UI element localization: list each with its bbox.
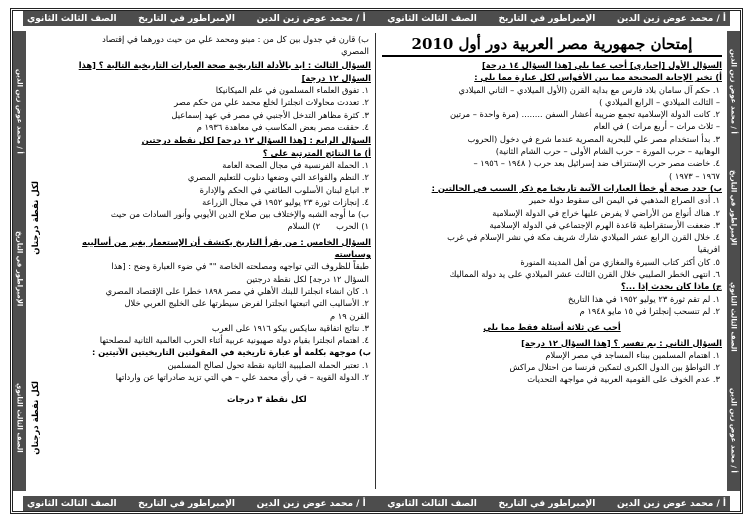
list-item: ٣. عدم الخوف على القومية العربية في مواجهة التحديات [527,374,720,385]
list-item: ٤. اهتمام انجلترا بقيام دولة صهيونية عربية أثناء الحرب العالمية الثانية لمصلحتها [99,335,369,346]
list-item: ٣. ضعفت الأرستقراطية قاعدة الهرم الإجتماعي في الدولة الإسلامية [489,219,720,230]
q2-header: السؤال الثاني : بم تفسر ؟ [هذا السؤال ١٢ درجة] [521,337,722,348]
list-item: ٢. النظم والقواعد التي وضعها دنلوب للتعليم المصري [187,172,369,183]
banner-segment: الصف الثالث الثانوي [387,13,477,24]
list-item-part: ١) الحرب [336,221,369,232]
side-segment: الإمبراطور في التاريخ [15,230,24,307]
q2-points-label: لكل نقطة ٣ درجات [227,395,307,405]
q1-b-heading: ب) حدد صحة أو خطأ العبارات الآتية تاريخيا مع ذكر السبب في الحالتين : [431,182,722,193]
q3-header-cont: السؤال ١٢ درجة] [301,72,371,83]
list-item: ٤. حققت مصر بعض المكاسب في معاهدة ١٩٣٦ م [196,122,369,133]
q5-header: السؤال الخامس : من يقرأ التاريخ يكتشف أن الإستعمار يغير من أساليبه وسياسته [82,236,371,260]
list-item: ٤. خاضت مصر حرب الإستنزاف ضد إسرائيل بعد حرب ( ١٩٤٨ – ١٩٥٦ – [473,158,720,169]
list-item: – الثالث الميلادي – الرابع الميلادي ) [599,96,720,107]
exam-title: إمتحان جمهورية مصر العربية دور أول 2010 [382,33,722,57]
list-item: ١. تعتبر الحملة الصليبية الثانية نقطة تحول لصالح المسلمين [167,359,369,370]
q3-header: السؤال الثالث : ايد بالأدلة التاريخية صحة العبارات التاريخية التالية ؟ [هذا [78,59,371,70]
list-item: ٢. الأساليب التي اتبعتها انجلترا لفرض سيطرتها على الخليج العربي خلال [124,298,369,309]
compare-question: ب) قارن في جدول بين كل من : مينو ومحمد علي من حيث دورهما في إقتصاد [102,34,369,44]
list-item: القرن ١٩ م [329,310,369,321]
answer-three-note: أجب عن ثلاثة أسئلة فقط مما يلي [483,322,621,333]
exam-sheet [10,8,743,514]
top-banner [23,11,730,26]
list-item: ٢. الدولة القوية – في رأي محمد علي – هي التي تزيد صادراتها عن وارداتها [115,372,369,383]
banner-segment: أ / محمد عوض زين الدين [616,13,726,24]
banner-segment: الإمبراطور في التاريخ [498,13,596,24]
list-item: – ثلاث مرات – أربع مرات ) في العام [593,121,720,132]
banner-segment: الصف الثالث الثانوي [27,13,117,24]
column-divider [375,33,376,489]
list-item: ١. كان انشاء انجلترا للبنك الأهلي في مصر ١٨٩٨ خطرا على الإقتصاد المصري [105,285,369,296]
bottom-banner [23,496,730,511]
right-column [382,33,722,489]
list-item: ٦. انتهى الخطر الصليبي خلال القرن الثالث عشر الميلادي على يد دولة المماليك [449,269,720,280]
list-item: ١. اهتمام المسلمين ببناء المساجد في مصر الإسلام [545,349,720,360]
list-item: ٥. كان أكثر كتاب السيرة والمغازي من أهل المدينة المنورة [520,256,720,267]
side-segment: الصف الثالث الثانوي [15,382,24,453]
list-item: ١. الحملة الفرنسية في مجال الصحة العامة [222,159,369,170]
q5-body-cont: السؤال ١٢ درجة] لكل نقطة درجتين [246,273,369,284]
banner-segment: الإمبراطور في التاريخ [138,498,236,509]
banner-segment: أ / محمد عوض زين الدين [256,13,366,24]
left-side-banner [13,31,26,491]
list-item: ١. لم تقم ثورة ٢٣ يوليو ١٩٥٢ في هذا التاريخ [567,293,720,304]
side-segment: أ / محمد عوض زين الدين [729,387,738,473]
q4-b-question: ب) ما أوجه الشبه والإختلاف بين صلاح الدين الأيوبي وأنور السادات من حيث [110,209,369,220]
points-label: لكل نقطة درجتان [31,181,41,255]
list-item: ٢. التواطؤ بين الدول الكبرى لتمكين فرنسا من احتلال مراكش [509,362,720,373]
side-segment: أ / محمد عوض زين الدين [729,49,738,134]
list-item: ٤. إنجازات ثورة ٢٣ يوليو ١٩٥٢ في مجال الزراعة [202,196,369,207]
list-item [53,220,371,232]
banner-segment: أ / محمد عوض زين الدين [256,498,366,509]
list-item: ٣. اتباع لبنان الأسلوب الطائفي في الحكم والإدارة [199,184,369,195]
banner-segment: الصف الثالث الثانوي [27,498,117,509]
list-item: ٢. تعددت محاولات انجلترا لخلع محمد علي من حكم مصر [174,97,369,108]
q4-header: السؤال الرابع : [هذا السؤال ١٢ درجة] لكل نقطة درجتين [141,135,371,146]
compare-question-cont: المصري [341,46,369,57]
list-item: ٣. بدأ استخدام مصر علي للبحرية المصرية عندما شرع في دخول (الحروب [467,133,720,144]
list-item: ٢. كانت الدولة الإسلامية تجمع ضريبة أعشار السفن ........ (مرة واحدة – مرتين [449,109,720,120]
list-item: ١. تفوق العلماء المسلمون في علم الميكانيكا [215,85,369,96]
list-item: ٣. نتائج اتفاقية سايكس بيكو ١٩١٦ على العرب [211,322,369,333]
banner-segment: الإمبراطور في التاريخ [138,13,236,24]
q5-b-heading: ب) موجهة بكلمة أو عبارة تاريخية في المقولتين التاريخيتين الآتيتين : [91,347,371,358]
list-item: ١٩٦٧ – ١٩٧٣ ) [669,170,720,181]
q1-header: السؤال الأول [إجباري] أجب عما يلي [هذا السؤال ١٤ درجة] [482,60,722,70]
banner-segment: الصف الثالث الثانوي [387,498,477,509]
right-side-banner [727,31,740,491]
list-item-part: ٢) السلام [287,221,321,232]
list-item: ٣. كثرة مظاهر التدخل الأجنبي في مصر في عهد إسماعيل [171,109,369,120]
side-segment: الصف الثالث الثانوي [729,282,738,352]
banner-segment: أ / محمد عوض زين الدين [616,498,726,509]
q1-a-heading: أ) تخير الإجابة الصحيحة مما بين الأقواس لكل عبارة مما يلي : [474,72,722,83]
list-item: ٢. لم تنسحب إنجلترا في ١٥ مايو ١٩٤٨ م [579,305,720,316]
banner-segment: الإمبراطور في التاريخ [498,498,596,509]
list-item: الوهابية – حرب المورة – حرب الشام الأولى – حرب الشام الثانية) [495,146,720,157]
side-segment: الإمبراطور في التاريخ [729,170,738,246]
side-segment: أ / محمد عوض زين الدين [15,69,24,155]
list-item: ٢. هناك أنواع من الأراضي لا يفرض عليها خراج في الدولة الإسلامية [492,207,720,218]
left-column [53,33,371,489]
q5-body: طبقاً للظروف التي تواجهه ومصلحته الخاصة "" في ضوء العبارة وضح : [هذا [111,261,369,272]
q4-a-heading: أ) ما النتائج المترتبة على ؟ [262,147,371,158]
q1-c-heading: ج) ماذا كان يحدث إذا ...؟ [620,281,722,292]
list-item: ٤. خلال القرن الرابع عشر الميلادي شارك شريف مكة في نشر الإسلام في غرب [447,232,720,243]
list-item: ١. أدى الصراع المذهبي في اليمن الى سقوط دولة حمير [529,195,720,206]
list-item: افريقيا [697,244,720,255]
points-label: لكل نقطة درجتان [31,381,41,455]
list-item: ١. حكم آل سامان بلاد فارس مع بداية القرن (الأول الميلادي – الثاني الميلادي [458,84,720,95]
